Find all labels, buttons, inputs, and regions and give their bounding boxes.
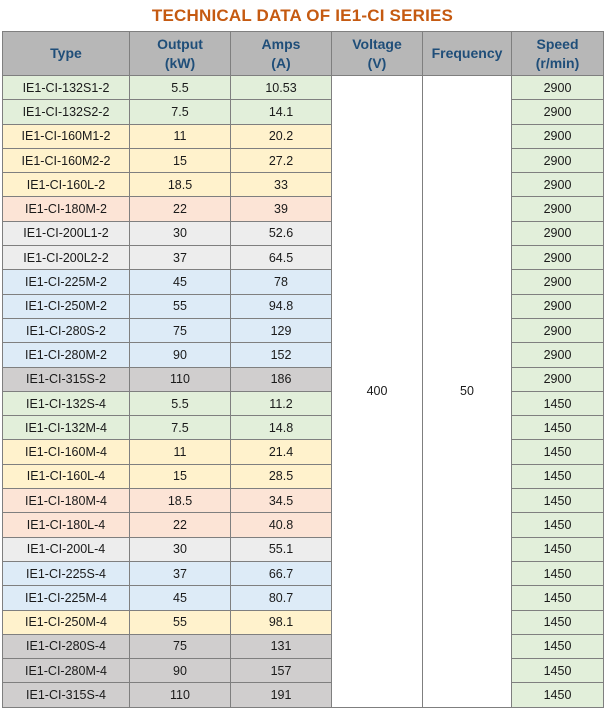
type-cell: IE1-CI-132S1-2 xyxy=(3,76,130,100)
table-row xyxy=(3,391,604,415)
amps-cell: 34.5 xyxy=(231,489,332,513)
type-cell: IE1-CI-132M-4 xyxy=(3,416,130,440)
technical-data-table xyxy=(2,31,604,708)
table-row xyxy=(3,76,604,100)
amps-header xyxy=(231,32,332,76)
type-cell: IE1-CI-200L2-2 xyxy=(3,246,130,270)
voltage-header xyxy=(332,32,423,76)
table-row xyxy=(3,537,604,561)
type-cell: IE1-CI-132S-4 xyxy=(3,391,130,415)
output-header xyxy=(130,32,231,76)
output-cell: 15 xyxy=(130,148,231,172)
speed-cell: 2900 xyxy=(512,197,604,221)
amps-cell: 98.1 xyxy=(231,610,332,634)
output-cell: 110 xyxy=(130,367,231,391)
type-cell: IE1-CI-180M-2 xyxy=(3,197,130,221)
type-header-label: Type xyxy=(50,45,82,61)
amps-cell: 191 xyxy=(231,683,332,707)
table-row xyxy=(3,124,604,148)
frequency-header xyxy=(423,32,512,76)
type-cell: IE1-CI-250M-4 xyxy=(3,610,130,634)
output-cell: 11 xyxy=(130,440,231,464)
table-row xyxy=(3,148,604,172)
type-cell: IE1-CI-280M-2 xyxy=(3,343,130,367)
amps-cell: 78 xyxy=(231,270,332,294)
type-cell: IE1-CI-132S2-2 xyxy=(3,100,130,124)
amps-header-label: Amps xyxy=(261,35,301,52)
output-cell: 5.5 xyxy=(130,391,231,415)
output-cell: 7.5 xyxy=(130,100,231,124)
speed-cell: 1450 xyxy=(512,659,604,683)
table-row xyxy=(3,173,604,197)
output-cell: 90 xyxy=(130,343,231,367)
table-row xyxy=(3,416,604,440)
speed-cell: 1450 xyxy=(512,537,604,561)
output-cell: 45 xyxy=(130,586,231,610)
header-row xyxy=(3,32,604,76)
amps-cell: 157 xyxy=(231,659,332,683)
amps-cell: 20.2 xyxy=(231,124,332,148)
speed-cell: 1450 xyxy=(512,610,604,634)
speed-cell: 2900 xyxy=(512,221,604,245)
table-row xyxy=(3,513,604,537)
type-cell: IE1-CI-160L-2 xyxy=(3,173,130,197)
type-header xyxy=(3,32,130,76)
output-cell: 18.5 xyxy=(130,489,231,513)
amps-cell: 131 xyxy=(231,634,332,658)
amps-cell: 21.4 xyxy=(231,440,332,464)
amps-cell: 80.7 xyxy=(231,586,332,610)
output-cell: 75 xyxy=(130,634,231,658)
table-row xyxy=(3,100,604,124)
amps-cell: 33 xyxy=(231,173,332,197)
frequency-cell: 50 xyxy=(423,76,512,708)
output-cell: 30 xyxy=(130,221,231,245)
amps-cell: 27.2 xyxy=(231,148,332,172)
speed-cell: 1450 xyxy=(512,391,604,415)
output-cell: 30 xyxy=(130,537,231,561)
amps-cell: 10.53 xyxy=(231,76,332,100)
speed-cell: 2900 xyxy=(512,367,604,391)
table-row xyxy=(3,197,604,221)
type-cell: IE1-CI-160M-4 xyxy=(3,440,130,464)
speed-cell: 1450 xyxy=(512,634,604,658)
output-cell: 7.5 xyxy=(130,416,231,440)
table-row xyxy=(3,610,604,634)
output-cell: 45 xyxy=(130,270,231,294)
type-cell: IE1-CI-280S-2 xyxy=(3,318,130,342)
speed-cell: 1450 xyxy=(512,416,604,440)
table-row xyxy=(3,464,604,488)
type-cell: IE1-CI-180L-4 xyxy=(3,513,130,537)
output-cell: 37 xyxy=(130,246,231,270)
output-cell: 55 xyxy=(130,610,231,634)
speed-cell: 2900 xyxy=(512,76,604,100)
table-row xyxy=(3,659,604,683)
amps-cell: 14.1 xyxy=(231,100,332,124)
voltage-cell: 400 xyxy=(332,76,423,708)
table-row xyxy=(3,343,604,367)
type-cell: IE1-CI-280S-4 xyxy=(3,634,130,658)
type-cell: IE1-CI-315S-2 xyxy=(3,367,130,391)
table-title: TECHNICAL DATA OF IE1-CI SERIES xyxy=(151,6,454,25)
amps-cell: 55.1 xyxy=(231,537,332,561)
output-cell: 90 xyxy=(130,659,231,683)
speed-cell: 2900 xyxy=(512,173,604,197)
amps-cell: 64.5 xyxy=(231,246,332,270)
amps-cell: 14.8 xyxy=(231,416,332,440)
table-row xyxy=(3,221,604,245)
output-cell: 15 xyxy=(130,464,231,488)
type-cell: IE1-CI-280M-4 xyxy=(3,659,130,683)
speed-cell: 1450 xyxy=(512,464,604,488)
table-row xyxy=(3,586,604,610)
speed-cell: 1450 xyxy=(512,489,604,513)
table-row xyxy=(3,634,604,658)
amps-header-unit: (A) xyxy=(271,54,291,71)
amps-cell: 28.5 xyxy=(231,464,332,488)
speed-cell: 1450 xyxy=(512,683,604,707)
type-cell: IE1-CI-250M-2 xyxy=(3,294,130,318)
table-row xyxy=(3,294,604,318)
amps-cell: 11.2 xyxy=(231,391,332,415)
speed-cell: 1450 xyxy=(512,586,604,610)
type-cell: IE1-CI-225M-2 xyxy=(3,270,130,294)
amps-cell: 186 xyxy=(231,367,332,391)
output-header-unit: (kW) xyxy=(164,54,196,71)
type-cell: IE1-CI-225M-4 xyxy=(3,586,130,610)
table-row xyxy=(3,318,604,342)
speed-cell: 2900 xyxy=(512,124,604,148)
speed-header xyxy=(512,32,604,76)
speed-cell: 2900 xyxy=(512,294,604,318)
output-cell: 11 xyxy=(130,124,231,148)
table-row xyxy=(3,270,604,294)
speed-header-label: Speed xyxy=(536,35,579,52)
speed-cell: 2900 xyxy=(512,270,604,294)
frequency-header-label: Frequency xyxy=(431,45,503,61)
output-cell: 55 xyxy=(130,294,231,318)
type-cell: IE1-CI-225S-4 xyxy=(3,561,130,585)
amps-cell: 152 xyxy=(231,343,332,367)
type-cell: IE1-CI-200L-4 xyxy=(3,537,130,561)
type-cell: IE1-CI-160L-4 xyxy=(3,464,130,488)
speed-cell: 1450 xyxy=(512,513,604,537)
amps-cell: 52.6 xyxy=(231,221,332,245)
speed-header-unit: (r/min) xyxy=(535,54,580,71)
speed-cell: 2900 xyxy=(512,318,604,342)
type-cell: IE1-CI-315S-4 xyxy=(3,683,130,707)
type-cell: IE1-CI-160M2-2 xyxy=(3,148,130,172)
output-cell: 110 xyxy=(130,683,231,707)
type-cell: IE1-CI-200L1-2 xyxy=(3,221,130,245)
output-cell: 18.5 xyxy=(130,173,231,197)
amps-cell: 94.8 xyxy=(231,294,332,318)
table-row xyxy=(3,367,604,391)
speed-cell: 2900 xyxy=(512,100,604,124)
speed-cell: 2900 xyxy=(512,148,604,172)
amps-cell: 39 xyxy=(231,197,332,221)
table-body xyxy=(3,76,604,708)
output-cell: 75 xyxy=(130,318,231,342)
type-cell: IE1-CI-160M1-2 xyxy=(3,124,130,148)
amps-cell: 40.8 xyxy=(231,513,332,537)
output-cell: 37 xyxy=(130,561,231,585)
output-cell: 5.5 xyxy=(130,76,231,100)
speed-cell: 1450 xyxy=(512,561,604,585)
output-header-label: Output xyxy=(157,35,203,52)
table-row xyxy=(3,561,604,585)
table-row xyxy=(3,683,604,707)
amps-cell: 66.7 xyxy=(231,561,332,585)
table-row xyxy=(3,489,604,513)
amps-cell: 129 xyxy=(231,318,332,342)
table-row xyxy=(3,440,604,464)
speed-cell: 2900 xyxy=(512,343,604,367)
output-cell: 22 xyxy=(130,513,231,537)
voltage-header-unit: (V) xyxy=(367,54,387,71)
table-row xyxy=(3,246,604,270)
type-cell: IE1-CI-180M-4 xyxy=(3,489,130,513)
output-cell: 22 xyxy=(130,197,231,221)
voltage-header-label: Voltage xyxy=(352,35,402,52)
speed-cell: 1450 xyxy=(512,440,604,464)
speed-cell: 2900 xyxy=(512,246,604,270)
